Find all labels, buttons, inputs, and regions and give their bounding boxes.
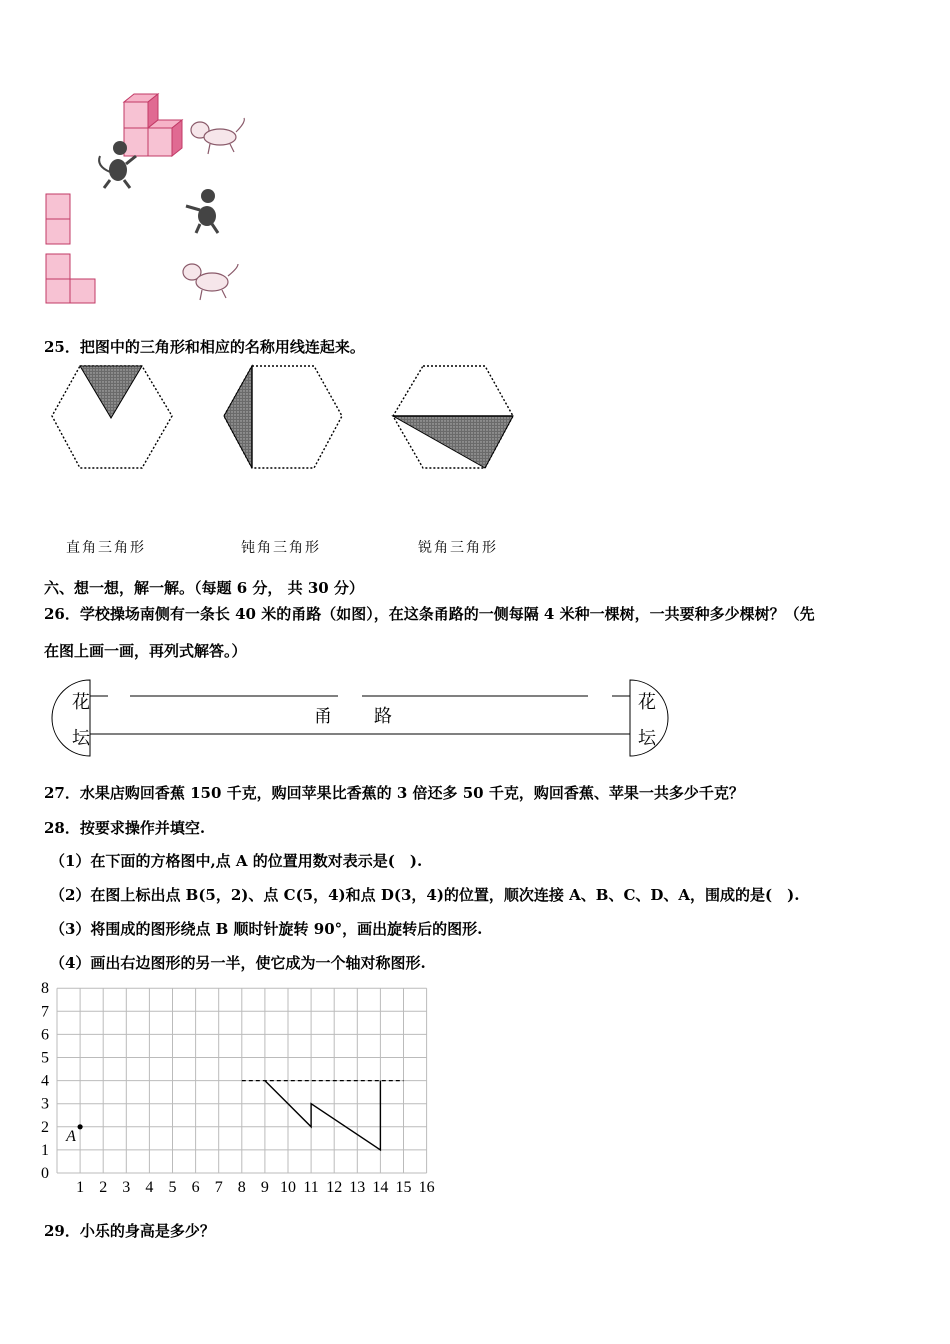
x-tick-label: 11 — [303, 1179, 319, 1196]
y-tick-label: 7 — [41, 1003, 49, 1021]
x-tick-label: 8 — [237, 1179, 246, 1196]
x-tick-label: 15 — [395, 1179, 412, 1196]
hexagon-right — [224, 366, 342, 468]
y-tick-label: 0 — [41, 1165, 49, 1182]
section-6-heading: 六、想一想，解一解。（每题 6 分， 共 30 分） — [44, 579, 364, 597]
x-tick-label: 9 — [260, 1179, 269, 1196]
monkey-icon — [186, 189, 218, 233]
question-26-line1: 26．学校操场南侧有一条长 40 米的甬路（如图），在这条甬路的一侧每隔 4 米种一棵树，一共要种多少棵树？（先 — [44, 605, 815, 623]
y-tick-label: 6 — [41, 1026, 49, 1044]
point-a — [78, 1124, 83, 1129]
x-tick-label: 13 — [349, 1179, 366, 1196]
dog-icon — [183, 264, 238, 300]
view-vertical-two — [46, 194, 70, 244]
y-tick-label: 4 — [41, 1072, 49, 1090]
half-figure — [265, 1081, 381, 1150]
question-26-line2: 在图上画一画，再列式解答。） — [44, 642, 247, 660]
question-28-title: 28．按要求操作并填空. — [44, 819, 206, 837]
triangle-name-obtuse: 钝角三角形 — [241, 540, 321, 556]
triangle-name-acute: 锐角三角形 — [418, 540, 498, 556]
x-tick-label: 1 — [76, 1179, 85, 1196]
question-27: 27．水果店购回香蕉 150 千克，购回苹果比香蕉的 3 倍还多 50 千克，购回香蕉、苹果一共多少千克？ — [44, 784, 744, 802]
x-tick-label: 10 — [280, 1179, 296, 1196]
y-tick-label: 3 — [41, 1095, 49, 1113]
x-tick-label: 7 — [214, 1179, 223, 1196]
hexagon-acute — [52, 366, 172, 468]
x-tick-label: 2 — [99, 1179, 108, 1196]
question-28-item1: （1）在下面的方格图中,点 A 的位置用数对表示是( ). — [50, 852, 423, 870]
triangle-hexagons-figure — [48, 360, 528, 480]
y-tick-label: 8 — [41, 980, 49, 998]
point-a-label: A — [66, 1127, 76, 1145]
hexagon-obtuse — [393, 366, 513, 468]
road-label-char2: 路 — [374, 706, 392, 726]
left-bed-char1: 花 — [72, 692, 90, 712]
x-tick-label: 4 — [145, 1179, 154, 1196]
question-28-item4: （4）画出右边图形的另一半，使它成为一个轴对称图形. — [50, 954, 426, 972]
left-bed-char2: 坛 — [72, 728, 90, 748]
y-tick-label: 1 — [41, 1141, 49, 1159]
x-tick-label: 5 — [168, 1179, 177, 1196]
coordinate-grid — [38, 980, 448, 1200]
right-bed-char2: 坛 — [638, 728, 656, 748]
road-figure — [46, 676, 676, 760]
cube-views-figure — [40, 92, 270, 307]
right-bed-char1: 花 — [638, 692, 656, 712]
x-tick-label: 16 — [418, 1179, 435, 1196]
triangle-name-right: 直角三角形 — [66, 540, 146, 556]
road-label-char1: 甬 — [314, 706, 332, 726]
x-tick-label: 6 — [191, 1179, 200, 1196]
question-25: 25．把图中的三角形和相应的名称用线连起来。 — [44, 338, 365, 356]
question-29: 29．小乐的身高是多少？ — [44, 1222, 215, 1240]
y-tick-label: 2 — [41, 1118, 49, 1136]
x-tick-label: 3 — [122, 1179, 131, 1196]
question-28-item2: （2）在图上标出点 B(5，2)、点 C(5，4)和点 D(3，4)的位置，顺次连接 A、B、C、D、A，围成的是( ). — [50, 886, 800, 904]
question-28-item3: （3）将围成的图形绕点 B 顺时针旋转 90°，画出旋转后的图形. — [50, 920, 483, 938]
cube-stack — [124, 94, 182, 156]
x-tick-label: 14 — [372, 1179, 389, 1196]
y-tick-label: 5 — [41, 1049, 49, 1067]
view-l-shape — [46, 254, 95, 303]
dog-icon — [191, 118, 244, 154]
x-tick-label: 12 — [326, 1179, 343, 1196]
